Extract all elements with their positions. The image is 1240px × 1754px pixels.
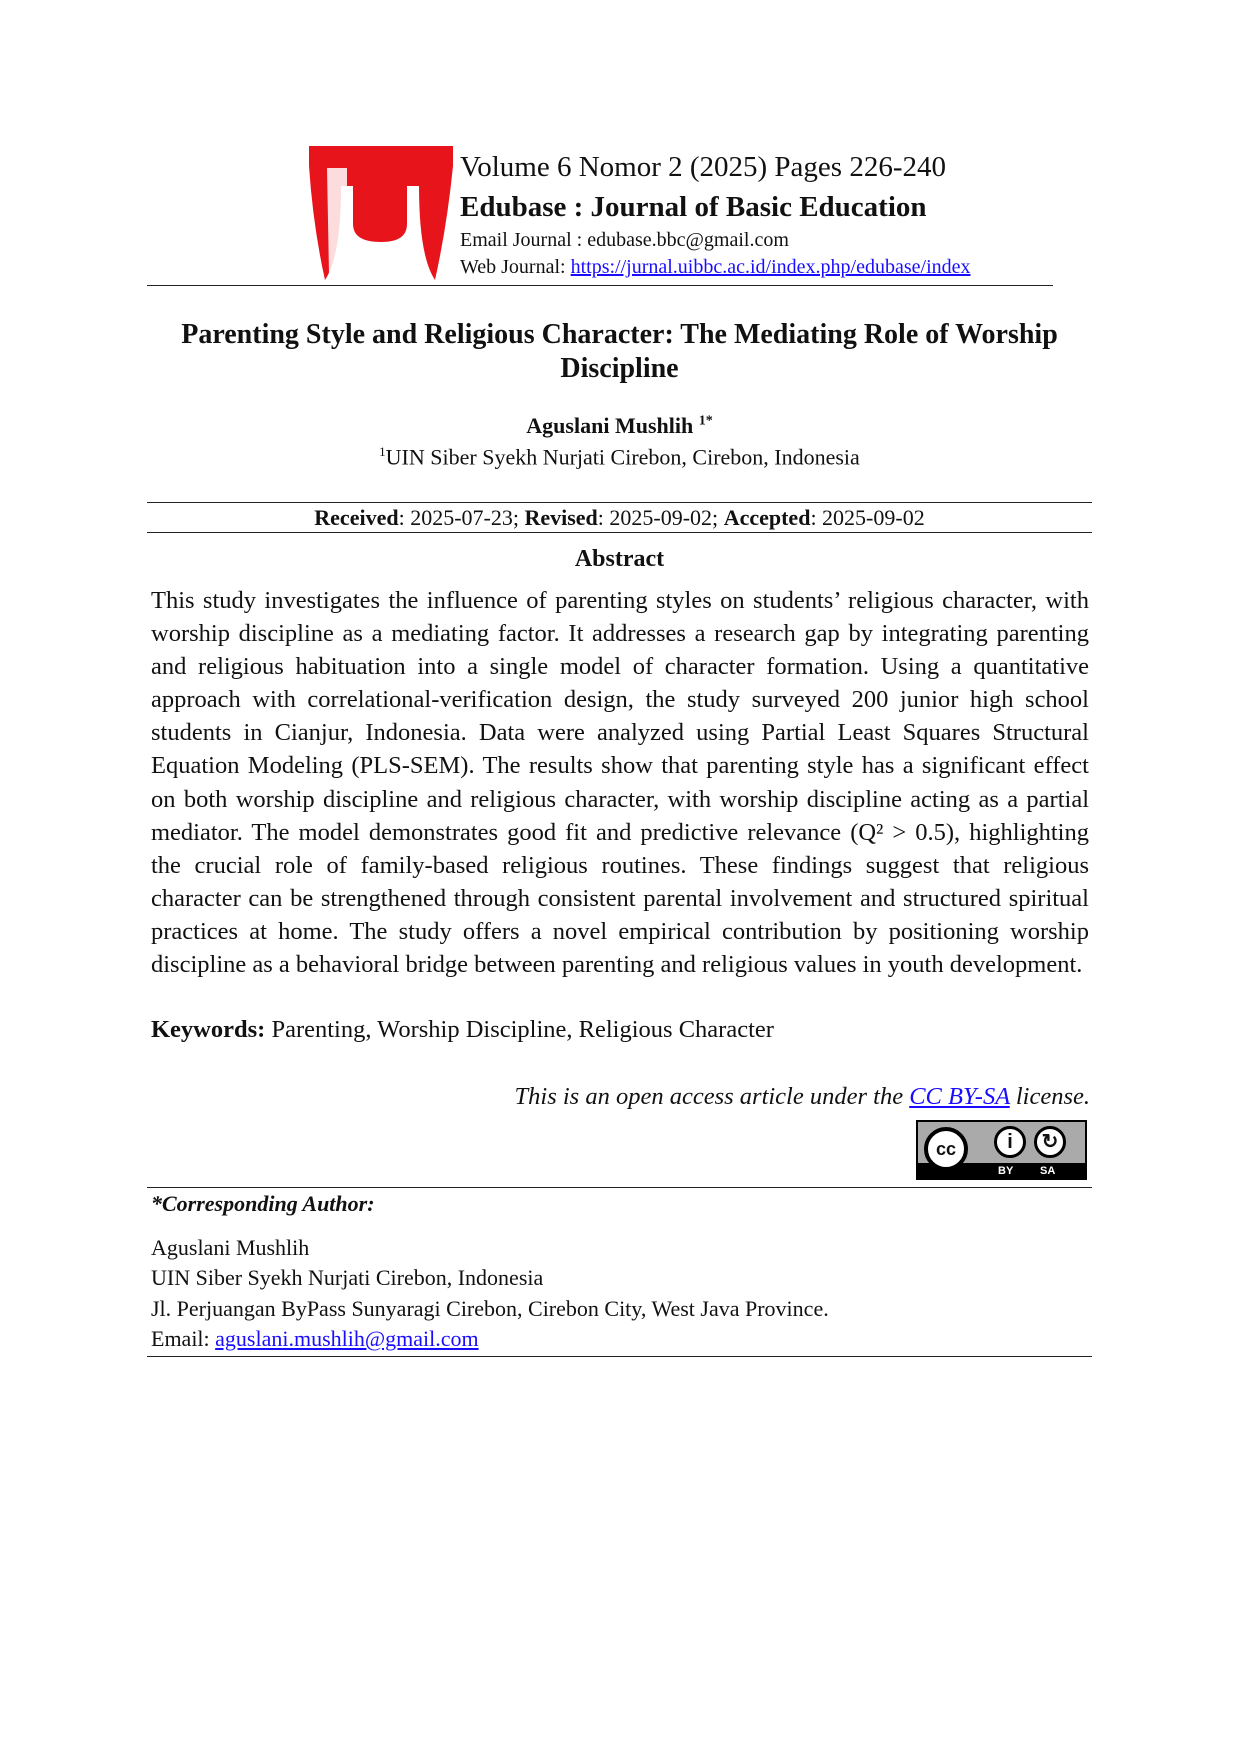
badge-by-label: BY xyxy=(998,1165,1014,1177)
badge-sa-label: SA xyxy=(1040,1165,1056,1177)
corresponding-institution: UIN Siber Syekh Nurjati Cirebon, Indonesia xyxy=(151,1265,544,1291)
journal-web-link[interactable]: https://jurnal.uibbc.ac.id/index.php/edubase/index xyxy=(570,256,971,278)
keywords-label: Keywords: xyxy=(151,1016,266,1043)
revised-label: Revised xyxy=(524,505,598,530)
abstract-text: This study investigates the influence of parenting styles on students’ religious character, with worship discipline as a mediating factor. It addresses a research gap by integrating parenting and religious habituation into a single model of character formation. Using a quantitative approach with correlational-verification design, the study surveyed 200 junior high school students in Cianjur, Indonesia. Data were analyzed using Partial Least Squares Structural Equation Modeling (PLS-SEM). The results show that parenting style has a significant effect on both worship discipline and religious character, with worship discipline acting as a partial mediator. The model demonstrates good fit and predictive relevance (Q² > 0.5), highlighting the crucial role of family-based religious routines. These findings suggest that religious character can be strengthened through consistent parental involvement and structured spiritual practices at home. The study offers a novel empirical contribution by positioning worship discipline as a behavioral bridge between parenting and religious values in youth development. xyxy=(151,587,1089,979)
title-line-2: Discipline xyxy=(560,353,679,384)
keywords-value: Parenting, Worship Discipline, Religious Character xyxy=(265,1016,774,1043)
cc-icon: cc xyxy=(924,1127,968,1171)
author-name: Aguslani Mushlih xyxy=(526,413,694,438)
accepted-label: Accepted xyxy=(723,505,811,530)
journal-logo xyxy=(307,146,453,282)
received-date: : 2025-07-23; xyxy=(398,505,525,530)
web-label: Web Journal: xyxy=(460,256,571,278)
affil-text: UIN Siber Syekh Nurjati Cirebon, Cirebon, Indonesia xyxy=(385,444,860,470)
sa-share-alike-icon: ↻ xyxy=(1034,1126,1066,1158)
cc-by-sa-badge[interactable] xyxy=(916,1120,1087,1180)
journal-name: Edubase : Journal of Basic Education xyxy=(460,191,927,223)
corresponding-details xyxy=(151,1233,829,1354)
article-dates xyxy=(147,504,1092,531)
header-divider xyxy=(147,285,1053,286)
received-label: Received xyxy=(314,505,399,530)
article-title xyxy=(147,318,1092,386)
corresponding-address: Jl. Perjuangan ByPass Sunyaragi Cirebon, Cirebon City, West Java Province. xyxy=(151,1295,829,1321)
cc-by-sa-link[interactable]: CC BY-SA xyxy=(909,1083,1010,1110)
dates-bottom-divider xyxy=(147,532,1092,533)
license-prefix: This is an open access article under the xyxy=(514,1083,910,1110)
by-person-icon: i xyxy=(994,1126,1026,1158)
corresponding-heading: *Corresponding Author: xyxy=(151,1191,375,1216)
dates-top-divider xyxy=(147,502,1092,503)
keywords xyxy=(151,1013,1089,1046)
author xyxy=(147,413,1092,439)
license-suffix: license. xyxy=(1009,1083,1090,1110)
corresponding-name: Aguslani Mushlih xyxy=(151,1235,310,1260)
volume-line: Volume 6 Nomor 2 (2025) Pages 226-240 xyxy=(460,151,946,183)
email-label: Email: xyxy=(151,1325,216,1351)
email-link[interactable]: aguslani.mushlih@gmail.com xyxy=(215,1325,479,1351)
license-note xyxy=(515,1083,1090,1111)
license-divider xyxy=(147,1187,1092,1188)
affiliation xyxy=(147,444,1092,470)
corresponding-email xyxy=(151,1324,829,1354)
journal-web xyxy=(460,252,971,282)
author-sup: 1* xyxy=(698,413,713,429)
footer-divider xyxy=(147,1356,1092,1357)
abstract-heading: Abstract xyxy=(574,546,665,572)
revised-date: : 2025-09-02; xyxy=(597,505,724,530)
affil-sup: 1 xyxy=(379,444,386,459)
accepted-date: : 2025-09-02 xyxy=(810,505,925,530)
title-line-1: Parenting Style and Religious Character: The Mediating Role of Worship xyxy=(181,319,1058,350)
journal-email: Email Journal : edubase.bbc@gmail.com xyxy=(460,229,789,251)
journal-logo-icon xyxy=(307,146,453,282)
